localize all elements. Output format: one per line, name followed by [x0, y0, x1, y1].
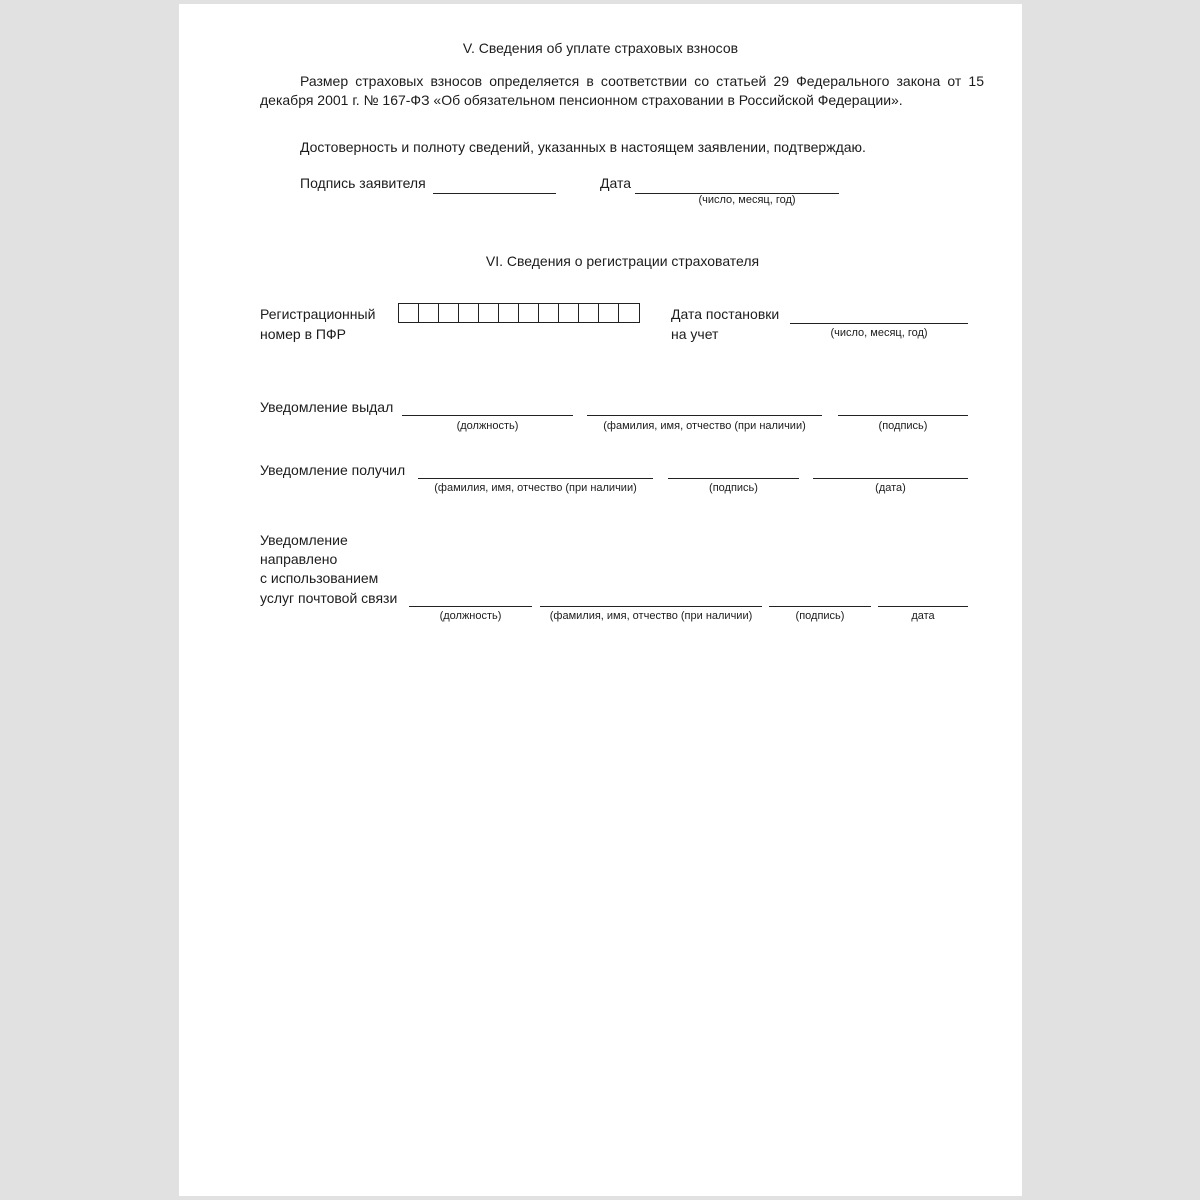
- received-signature-line[interactable]: [668, 478, 799, 479]
- section-6-heading: VI. Сведения о регистрации страхователя: [485, 253, 760, 269]
- reg-number-cell[interactable]: [499, 304, 519, 322]
- reg-number-cell[interactable]: [479, 304, 499, 322]
- confirmation-text: Достоверность и полноту сведений, указанных в настоящем заявлении, подтверждаю.: [300, 139, 866, 155]
- document-page: [179, 4, 1022, 1196]
- issued-fullname-hint: (фамилия, имя, отчество (при наличии): [603, 420, 806, 432]
- reg-number-label-line2: номер в ПФР: [260, 326, 346, 342]
- applicant-signature-label: Подпись заявителя: [300, 175, 426, 191]
- reg-number-cell[interactable]: [459, 304, 479, 322]
- reg-number-cell[interactable]: [419, 304, 439, 322]
- mailed-date-line[interactable]: [878, 606, 968, 607]
- reg-number-label-line1: Регистрационный: [260, 306, 376, 322]
- notice-mailed-label-line3: с использованием: [260, 570, 379, 586]
- notice-mailed-label-line1: Уведомление: [260, 532, 348, 548]
- section-5-heading: V. Сведения об уплате страховых взносов: [462, 40, 739, 56]
- reg-number-cell[interactable]: [439, 304, 459, 322]
- reg-date-label-line2: на учет: [671, 326, 719, 342]
- reg-number-cell[interactable]: [559, 304, 579, 322]
- mailed-fullname-line[interactable]: [540, 606, 762, 607]
- reg-date-hint: (число, месяц, год): [830, 327, 928, 339]
- received-signature-hint: (подпись): [709, 482, 758, 494]
- issued-fullname-line[interactable]: [587, 415, 822, 416]
- applicant-signature-line[interactable]: [433, 193, 556, 194]
- contributions-paragraph: Размер страховых взносов определяется в соответствии со статьей 29 Федерального закона от 15 декабря 2001 г. № 167-ФЗ «Об обязательном пенсионном страховании в Российской Федерации».: [260, 73, 984, 108]
- mailed-signature-line[interactable]: [769, 606, 871, 607]
- mailed-position-line[interactable]: [409, 606, 532, 607]
- notice-issued-label: Уведомление выдал: [260, 399, 394, 415]
- received-date-line[interactable]: [813, 478, 968, 479]
- issued-position-line[interactable]: [402, 415, 573, 416]
- mailed-signature-hint: (подпись): [795, 610, 845, 622]
- reg-date-label-line1: Дата постановки: [671, 306, 780, 322]
- mailed-position-hint: (должность): [439, 610, 502, 622]
- reg-number-cell[interactable]: [579, 304, 599, 322]
- reg-number-cell[interactable]: [599, 304, 619, 322]
- reg-number-cell[interactable]: [399, 304, 419, 322]
- received-fullname-line[interactable]: [418, 478, 653, 479]
- notice-mailed-label-line4: услуг почтовой связи: [260, 590, 398, 606]
- received-date-hint: (дата): [875, 482, 906, 494]
- issued-signature-line[interactable]: [838, 415, 968, 416]
- reg-number-cell[interactable]: [619, 304, 639, 322]
- received-fullname-hint: (фамилия, имя, отчество (при наличии): [434, 482, 637, 494]
- mailed-date-hint: дата: [911, 610, 935, 622]
- reg-number-cell[interactable]: [519, 304, 539, 322]
- mailed-fullname-hint: (фамилия, имя, отчество (при наличии): [549, 610, 753, 622]
- reg-number-cell[interactable]: [539, 304, 559, 322]
- applicant-date-hint: (число, месяц, год): [698, 194, 796, 206]
- issued-signature-hint: (подпись): [878, 420, 928, 432]
- notice-received-label: Уведомление получил: [260, 462, 406, 478]
- applicant-date-label: Дата: [600, 175, 632, 191]
- issued-position-hint: (должность): [456, 420, 519, 432]
- reg-date-line[interactable]: [790, 323, 968, 324]
- reg-number-cells[interactable]: [398, 303, 640, 323]
- notice-mailed-label-line2: направлено: [260, 551, 338, 567]
